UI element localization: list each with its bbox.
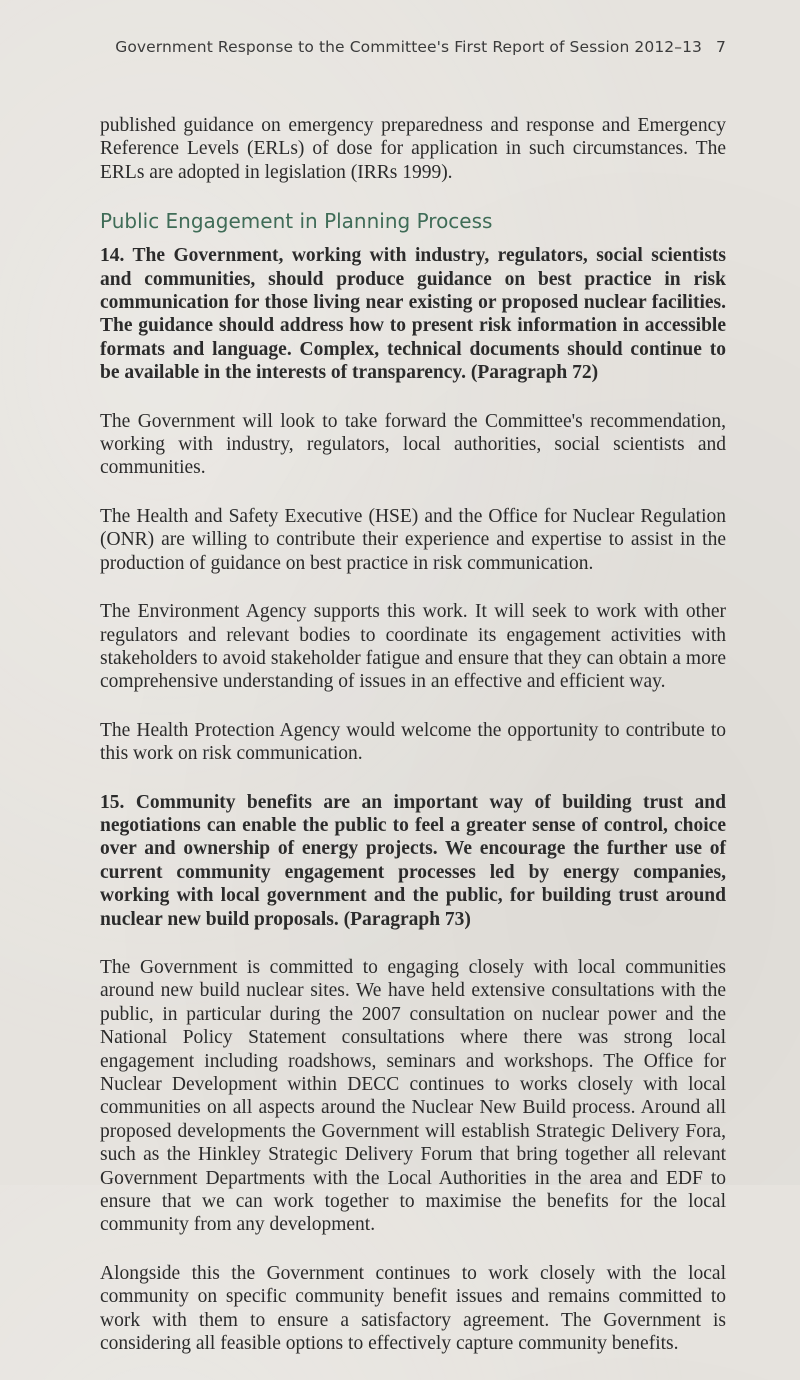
body-text [100, 114, 726, 1380]
page-number: 7 [716, 38, 726, 56]
running-header [100, 38, 726, 56]
recommendation-15: 15. Community benefits are an important way of building trust and negotiations can enable the public to feel a greater sense of control, choice over and ownership of energy projects. We encourage the further use of current community engagement processes led by energy companies, working with local government and the public, for building trust around nuclear new build proposals. (Paragraph 73) [100, 791, 726, 930]
recommendation-14: 14. The Government, working with industry, regulators, social scientists and communities, should produce guidance on best practice in risk communication for those living near existing or proposed nuclear facilities. The guidance should address how to present risk information in accessible formats and language. Complex, technical documents should continue to be available in the interests of transparency. (Paragraph 72) [100, 245, 726, 384]
intro-paragraph: published guidance on emergency preparedness and response and Emergency Reference Levels (ERLs) of dose for application in such circumstances. The ERLs are adopted in legislation (IRRs 1999). [100, 115, 726, 183]
response-15-paragraph-2: Alongside this the Government continues to work closely with the local community on specific community benefit issues and remains committed to work with them to ensure a satisfactory agreement. The Government is considering all feasible options to effectively capture community benefits. [100, 1262, 726, 1355]
response-14-paragraph-1: The Government will look to take forward the Committee's recommendation, working with industry, regulators, local authorities, social scientists and communities. [100, 410, 726, 479]
response-14-paragraph-3: The Environment Agency supports this work. It will seek to work with other regulators and relevant bodies to coordinate its engagement activities with stakeholders to avoid stakeholder fatigue and ensure that they can obtain a more comprehensive understanding of issues in an effective and efficient way. [100, 601, 726, 693]
response-14-paragraph-4: The Health Protection Agency would welcome the opportunity to contribute to this work on risk communication. [100, 719, 726, 765]
response-14-paragraph-2: The Health and Safety Executive (HSE) and the Office for Nuclear Regulation (ONR) are willing to contribute their experience and expertise to assist in the production of guidance on best practice in risk communication. [100, 505, 726, 574]
running-header-title: Government Response to the Committee's First Report of Session 2012–13 [115, 38, 703, 56]
response-15-paragraph-1: The Government is committed to engaging closely with local communities around new build nuclear sites. We have held extensive consultations with the public, in particular during the 2007 consultation on nuclear power and the National Policy Statement consultations where there was strong local engagement including roadshows, seminars and workshops. The Office for Nuclear Development within DECC continues to works closely with local communities on all aspects around the Nuclear New Build process. Around all proposed developments the Government will establish Strategic Delivery Fora, such as the Hinkley Strategic Delivery Forum that bring together all relevant Government Departments with the Local Authorities in the area and EDF to ensure that we can work together to maximise the benefits for the local community from any development. [100, 956, 726, 1236]
section-heading: Public Engagement in Planning Process [100, 209, 493, 234]
